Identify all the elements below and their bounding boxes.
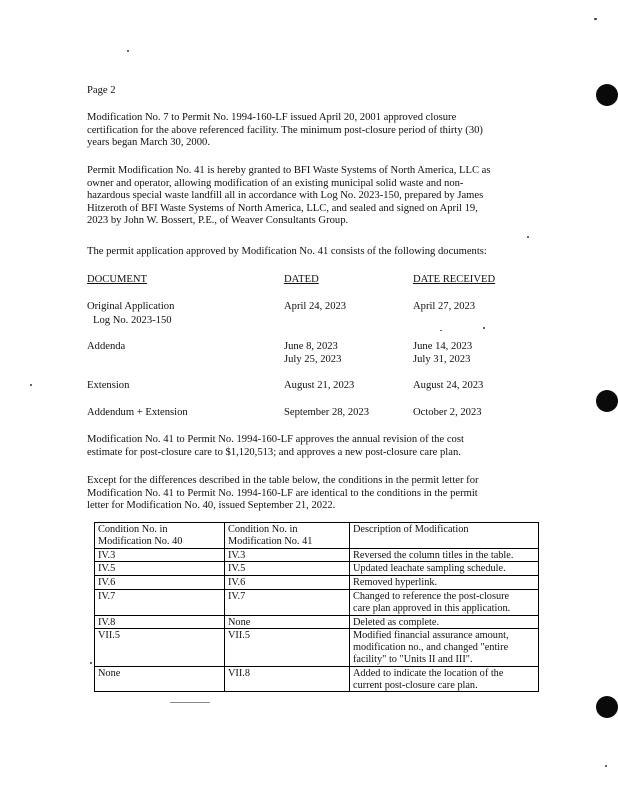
document-name: Addenda — [87, 341, 126, 352]
table-row — [95, 576, 539, 590]
hole-punch — [596, 84, 618, 106]
paragraph-closure-certification — [87, 112, 557, 150]
description-line: Deleted as complete. — [353, 616, 440, 628]
header-cell-condition-mod40 — [95, 523, 225, 549]
text-line: owner and operator, allowing modification of an existing municipal solid waste and non- — [87, 177, 464, 189]
table-row — [95, 589, 539, 615]
dated-value: August 21, 2023 — [284, 380, 355, 391]
scan-speck — [594, 18, 597, 20]
text-line: 2023 by John W. Bossert, P.E., of Weaver Consultants Group. — [87, 215, 349, 227]
header-text: Description of Modification — [353, 524, 469, 535]
text-line: Modification No. 7 to Permit No. 1994-160-LF issued April 20, 2001 approved closure — [87, 112, 457, 123]
cell-description — [350, 562, 539, 576]
scan-speck — [30, 384, 32, 386]
text-line: Modification No. 41 to Permit No. 1994-160-LF approves the annual revision of the cost — [87, 434, 464, 445]
cell-old-condition: IV.6 — [95, 576, 225, 590]
text-line: certification for the above referenced facility. The minimum post-closure period of thirty (30) — [87, 124, 483, 136]
text-line: Modification No. 41 to Permit No. 1994-160-LF are identical to the conditions in the permit — [87, 487, 478, 499]
paragraph-application-intro — [87, 246, 557, 259]
cell-new-condition: IV.7 — [225, 589, 350, 615]
cell-new-condition: VII.5 — [225, 629, 350, 666]
description-line: facility" to "Units II and III". — [353, 653, 473, 665]
cell-new-condition: VII.8 — [225, 666, 350, 692]
hole-punch — [596, 696, 618, 718]
cell-description — [350, 548, 539, 562]
cell-description — [350, 629, 539, 666]
cell-description — [350, 666, 539, 692]
scan-speck — [90, 662, 92, 664]
header-text: Modification No. 41 — [228, 535, 313, 547]
cell-old-condition: IV.8 — [95, 615, 225, 629]
received-value: June 14, 2023 — [413, 341, 473, 352]
cell-new-condition: IV.5 — [225, 562, 350, 576]
dated-value: June 8, 2023 — [284, 341, 338, 352]
paragraph-differences — [87, 475, 557, 513]
description-line: Modified financial assurance amount, — [353, 630, 509, 642]
text-line: Hitzeroth of BFI Waste Systems of North America, LLC, and sealed and signed on April 19, — [87, 202, 478, 214]
page-label: Page 2 — [87, 85, 116, 96]
cell-old-condition: IV.5 — [95, 562, 225, 576]
modifications-table — [94, 522, 539, 692]
description-line: Added to indicate the location of the — [353, 667, 504, 679]
cell-new-condition: IV.6 — [225, 576, 350, 590]
description-line: Updated leachate sampling schedule. — [353, 563, 506, 575]
document-name: Addendum + Extension — [87, 407, 188, 418]
received-value: August 24, 2023 — [413, 380, 484, 391]
cell-old-condition: None — [95, 666, 225, 692]
description-line: Removed hyperlink. — [353, 577, 438, 589]
table-row — [95, 615, 539, 629]
text-line: Except for the differences described in the table below, the conditions in the permit letter for — [87, 475, 479, 486]
received-value: April 27, 2023 — [413, 301, 476, 312]
header-cell-condition-mod41 — [225, 523, 350, 549]
cell-old-condition: IV.3 — [95, 548, 225, 562]
table-row — [95, 629, 539, 666]
received-value: July 31, 2023 — [413, 354, 471, 365]
header-text: Condition No. in — [228, 524, 298, 535]
description-line: Changed to reference the post-closure — [353, 590, 510, 602]
dated-value: July 25, 2023 — [284, 354, 342, 365]
dated-value: September 28, 2023 — [284, 407, 370, 418]
document-log-number: Log No. 2023-150 — [93, 315, 172, 326]
document-name: Extension — [87, 380, 130, 391]
column-header-document: DOCUMENT — [87, 274, 148, 285]
received-value: October 2, 2023 — [413, 407, 482, 418]
column-header-dated: DATED — [284, 274, 319, 285]
cell-description — [350, 589, 539, 615]
paragraph-permit-grant — [87, 165, 557, 228]
table-row — [95, 666, 539, 692]
hole-punch — [596, 390, 618, 412]
text-line: letter for Modification No. 40, issued September 21, 2022. — [87, 500, 336, 512]
table-row — [95, 562, 539, 576]
dated-value: April 24, 2023 — [284, 301, 347, 312]
cell-description — [350, 615, 539, 629]
text-line: estimate for post-closure care to $1,120,513; and approves a new post-closure care plan. — [87, 446, 461, 458]
header-text: Condition No. in — [98, 524, 168, 535]
cell-description — [350, 576, 539, 590]
text-line: Permit Modification No. 41 is hereby granted to BFI Waste Systems of North America, LLC as — [87, 165, 491, 176]
header-cell-description — [350, 523, 539, 549]
scan-speck — [127, 50, 129, 52]
table-header-row — [95, 523, 539, 549]
document-name: Original Application — [87, 301, 175, 312]
description-line: Reversed the column titles in the table. — [353, 549, 514, 561]
cell-old-condition: IV.7 — [95, 589, 225, 615]
table-row — [95, 548, 539, 562]
description-line: current post-closure care plan. — [353, 679, 478, 691]
cell-new-condition: None — [225, 615, 350, 629]
description-line: modification no., and changed "entire — [353, 642, 509, 654]
text-line: years began March 30, 2000. — [87, 137, 210, 149]
scan-speck — [605, 765, 607, 767]
scan-speck — [483, 327, 485, 329]
scan-speck — [170, 702, 210, 703]
paragraph-cost-estimate — [87, 434, 557, 459]
cell-new-condition: IV.3 — [225, 548, 350, 562]
scan-speck — [527, 236, 529, 238]
text-line: hazardous special waste landfill all in accordance with Log No. 2023-150, prepared by James — [87, 190, 484, 202]
cell-old-condition: VII.5 — [95, 629, 225, 666]
description-line: care plan approved in this application. — [353, 602, 511, 614]
header-text: Modification No. 40 — [98, 535, 183, 547]
scan-speck — [440, 330, 442, 331]
text-line: The permit application approved by Modification No. 41 consists of the following documents: — [87, 246, 487, 257]
column-header-date-received: DATE RECEIVED — [413, 274, 496, 285]
